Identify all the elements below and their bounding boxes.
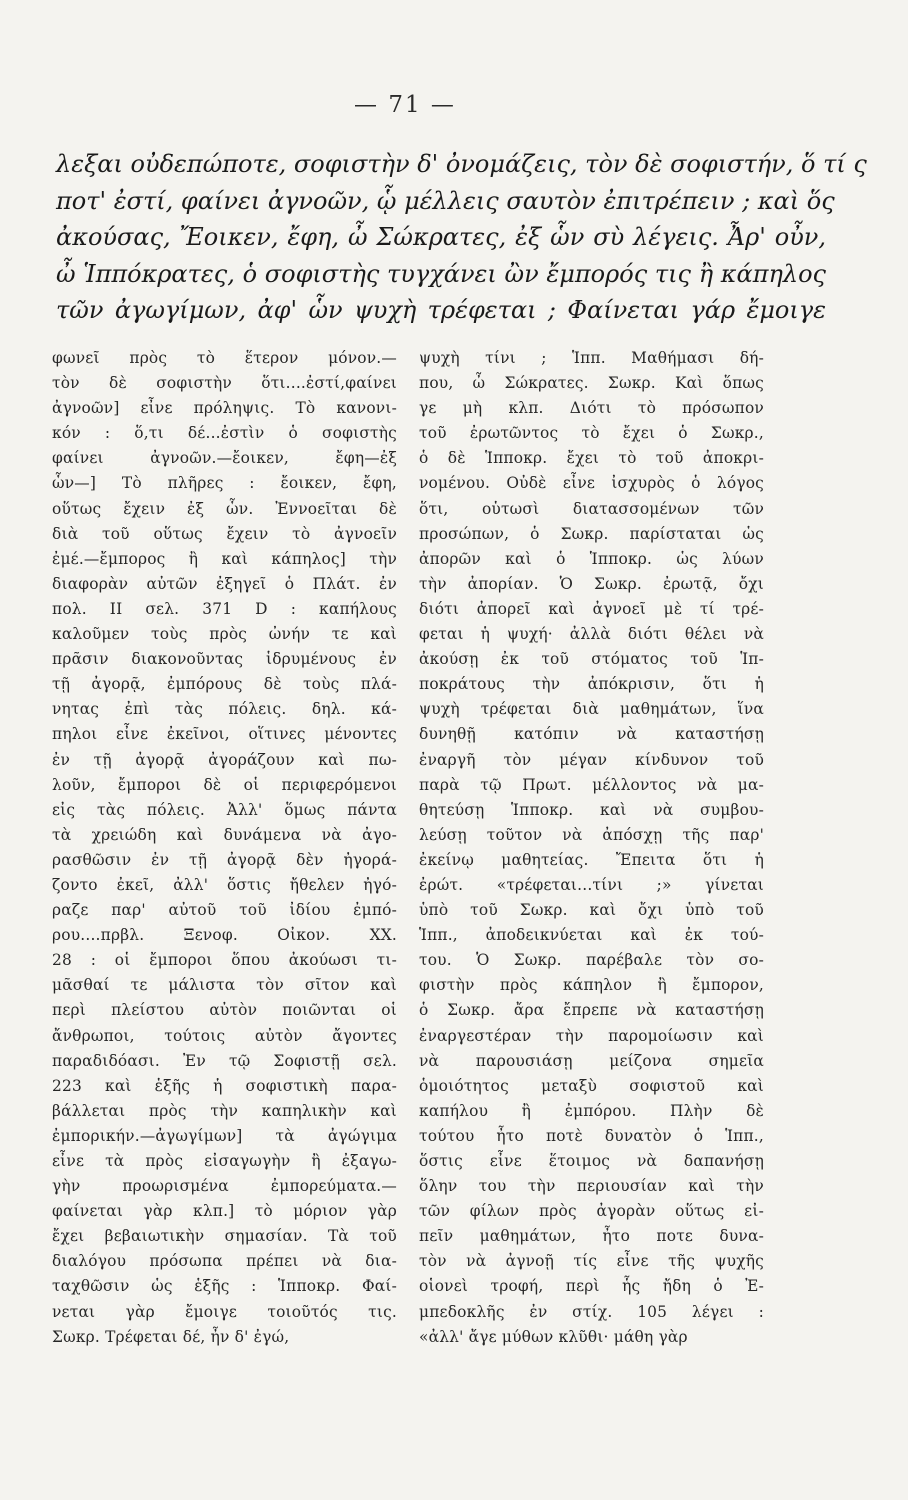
commentary-line: ἐν τῇ ἀγορᾷ ἀγοράζουν καὶ πω- xyxy=(52,750,397,769)
main-text xyxy=(56,146,867,329)
commentary-line: ἐμπορικήν.—ἀγωγίμων] τὰ ἀγώγιμα xyxy=(52,1126,397,1145)
commentary-line: μπεδοκλῆς ἐν στίχ. 105 λέγει : xyxy=(419,1302,764,1321)
commentary-line: λεύσῃ τοῦτον νὰ ἀπόσχῃ τῆς παρ' xyxy=(419,825,764,844)
commentary-line: ἐρώτ. «τρέφεται...τίνι ;» γίνεται xyxy=(419,875,764,894)
commentary-line: τὰ χρειώδη καὶ δυνάμενα νὰ ἀγο- xyxy=(52,825,397,844)
main-text-line: ποτ' ἐστί, φαίνει ἀγνοῶν, ᾧ μέλλεις σαυτὸν ἐπιτρέπειν ; καὶ ὅς xyxy=(56,186,835,215)
commentary-right-column xyxy=(419,346,764,1350)
main-text-line: ἀκούσας, Ἔοικεν, ἔφη, ὦ Σώκρατες, ἐξ ὧν σὺ λέγεις. Ἆρ' οὖν, xyxy=(56,223,826,251)
commentary-line: νομένου. Οὐδὲ εἶνε ἰσχυρὸς ὁ λόγος xyxy=(419,474,764,493)
commentary-line: δυνηθῇ κατόπιν νὰ καταστήσῃ xyxy=(419,725,764,744)
commentary-line: οὕτως ἔχειν ἐξ ὧν. Ἐννοεῖται δὲ xyxy=(52,499,397,518)
commentary-line: οἱονεὶ τροφή, περὶ ἧς ἤδη ὁ Ἐ- xyxy=(419,1277,764,1296)
commentary-line: ζοντο ἐκεῖ, ἀλλ' ὅστις ἤθελεν ἠγό- xyxy=(52,875,397,894)
commentary-line: ἐναργεστέραν τὴν παρομοίωσιν καὶ xyxy=(419,1026,764,1045)
commentary-line: διότι ἀπορεῖ καὶ ἀγνοεῖ μὲ τί τρέ- xyxy=(419,599,764,618)
commentary-line: παρὰ τῷ Πρωτ. μέλλοντος νὰ μα- xyxy=(419,775,764,794)
commentary-line: εἶνε τὰ πρὸς εἰσαγωγὴν ἢ ἐξαγω- xyxy=(52,1152,397,1170)
commentary-line: γε μὴ κλπ. Διότι τὸ πρόσωπον xyxy=(419,399,764,418)
commentary-line: φεται ἡ ψυχή· ἀλλὰ διότι θέλει νὰ xyxy=(419,625,764,644)
commentary-line: ὧν—] Τὸ πλῆρες : ἔοικεν, ἔφη, xyxy=(52,474,397,493)
commentary-line: γὴν προωρισμένα ἐμπορεύματα.— xyxy=(52,1177,397,1196)
commentary-line: νὰ παρουσιάσῃ μείζονα σημεῖα xyxy=(419,1051,764,1070)
commentary-line: ὁ δὲ Ἱπποκρ. ἔχει τὸ τοῦ ἀποκρι- xyxy=(419,449,764,468)
commentary-line: ἐναργῆ τὸν μέγαν κίνδυνον τοῦ xyxy=(419,750,764,769)
commentary-line: ἀκούσῃ ἐκ τοῦ στόματος τοῦ Ἱπ- xyxy=(419,650,764,669)
commentary-line: ψυχὴ τίνι ; Ἱππ. Μαθήμασι δή- xyxy=(419,349,764,367)
commentary-line: φαίνεται γὰρ κλπ.] τὸ μόριον γὰρ xyxy=(52,1202,397,1221)
commentary-line: του. Ὁ Σωκρ. παρέβαλε τὸν σο- xyxy=(419,951,764,970)
commentary-line: «ἀλλ' ἄγε μύθων κλῦθι· μάθη γὰρ xyxy=(419,1327,688,1346)
commentary-line: ἀγνοῶν] εἶνε πρόληψις. Τὸ κανονι- xyxy=(52,399,397,418)
commentary-line: νεται γὰρ ἔμοιγε τοιοῦτός τις. xyxy=(52,1302,397,1321)
commentary-line: ἄνθρωποι, τούτοις αὐτὸν ἄγοντες xyxy=(52,1026,397,1045)
commentary-line: τὴν ἀπορίαν. Ὁ Σωκρ. ἐρωτᾷ, ὄχι xyxy=(419,574,764,593)
commentary-line: θητεύσῃ Ἱπποκρ. καὶ νὰ συμβου- xyxy=(419,800,764,819)
commentary-line: Ἱππ., ἀποδεικνύεται καὶ ἐκ τού- xyxy=(419,926,764,945)
commentary-line: καλοῦμεν τοὺς πρὸς ὠνήν τε καὶ xyxy=(52,625,397,644)
commentary-line: τὸν νὰ ἀγνοῇ τίς εἶνε τῆς ψυχῆς xyxy=(419,1252,764,1271)
commentary-line: ποκράτους τὴν ἀπόκρισιν, ὅτι ἡ xyxy=(419,675,764,694)
page-number: — 71 — xyxy=(354,92,456,118)
commentary-line: ὅτι, οὑτωσὶ διατασσομένων τῶν xyxy=(419,499,764,518)
commentary-line: ραζε παρ' αὐτοῦ τοῦ ἰδίου ἐμπό- xyxy=(52,901,397,920)
commentary-line: νητας ἐπὶ τὰς πόλεις. δηλ. κά- xyxy=(52,700,397,719)
commentary-line: ρου....πρβλ. Ξενοφ. Οἰκον. ΧΧ. xyxy=(52,926,397,945)
commentary-line: βάλλεται πρὸς τὴν καπηλικὴν καὶ xyxy=(52,1101,397,1120)
commentary-line: πρᾶσιν διακονοῦντας ἱδρυμένους ἐν xyxy=(52,650,397,669)
commentary-line: που, ὦ Σώκρατες. Σωκρ. Καὶ ὅπως xyxy=(419,374,764,393)
commentary-line: καπήλου ἢ ἐμπόρου. Πλὴν δὲ xyxy=(419,1101,764,1120)
commentary-line: 28 : οἱ ἔμποροι ὅπου ἀκούωσι τι- xyxy=(52,951,397,970)
commentary-line: πηλοι εἶνε ἐκεῖνοι, οἵτινες μένοντες xyxy=(52,725,397,744)
commentary-line: μᾶσθαί τε μάλιστα τὸν σῖτον καὶ xyxy=(52,976,397,995)
commentary-line: πεῖν μαθημάτων, ἦτο ποτε δυνα- xyxy=(419,1227,764,1246)
commentary-line: τούτου ἦτο ποτὲ δυνατὸν ὁ Ἱππ., xyxy=(419,1126,764,1145)
commentary-line: λοῦν, ἔμποροι δὲ οἱ περιφερόμενοι xyxy=(52,775,397,794)
commentary-line: ὁ Σωκρ. ἄρα ἔπρεπε νὰ καταστήσῃ xyxy=(419,1001,764,1020)
commentary-line: κόν : ὅ,τι δέ...ἐστὶν ὁ σοφιστὴς xyxy=(52,424,397,443)
commentary-line: ἐμέ.—ἔμπορος ἢ καὶ κάπηλος] τὴν xyxy=(52,549,397,568)
commentary-left-column xyxy=(52,346,397,1350)
commentary-line: προσώπων, ὁ Σωκρ. παρίσταται ὡς xyxy=(419,524,764,543)
commentary-line: τοῦ ἐρωτῶντος τὸ ἔχει ὁ Σωκρ., xyxy=(419,424,764,443)
commentary-line: διαλόγου πρόσωπα πρέπει νὰ δια- xyxy=(52,1252,397,1271)
commentary-line: ὅλην του τὴν περιουσίαν καὶ τὴν xyxy=(419,1177,764,1196)
commentary-line: 223 καὶ ἑξῆς ἡ σοφιστικὴ παρα- xyxy=(52,1076,397,1095)
commentary-line: ψυχὴ τρέφεται διὰ μαθημάτων, ἵνα xyxy=(419,700,764,719)
commentary-line: ὁμοιότητος μεταξὺ σοφιστοῦ καὶ xyxy=(419,1076,764,1095)
commentary-line: ὅστις εἶνε ἕτοιμος νὰ δαπανήσῃ xyxy=(419,1152,764,1170)
commentary-line: τῇ ἀγορᾷ, ἐμπόρους δὲ τοὺς πλά- xyxy=(52,675,397,694)
commentary-line: διαφορὰν αὐτῶν ἐξηγεῖ ὁ Πλάτ. ἐν xyxy=(52,574,397,593)
commentary-line: ὑπὸ τοῦ Σωκρ. καὶ ὄχι ὑπὸ τοῦ xyxy=(419,901,764,920)
commentary-line: ρασθῶσιν ἐν τῇ ἀγορᾷ δὲν ἠγορά- xyxy=(52,850,397,869)
commentary-line: τὸν δὲ σοφιστὴν ὅτι....ἐστί,φαίνει xyxy=(52,374,397,393)
commentary-line: παραδιδόασι. Ἐν τῷ Σοφιστῇ σελ. xyxy=(52,1051,397,1070)
commentary-line: εἰς τὰς πόλεις. Ἀλλ' ὅμως πάντα xyxy=(52,800,397,819)
commentary-line: ἀπορῶν καὶ ὁ Ἱπποκρ. ὡς λύων xyxy=(419,549,764,568)
commentary-line: ταχθῶσιν ὡς ἑξῆς : Ἱπποκρ. Φαί- xyxy=(52,1277,397,1296)
commentary-line: πολ. ΙΙ σελ. 371 D : καπήλους xyxy=(52,599,397,618)
main-text-line: λεξαι οὐδεπώποτε, σοφιστὴν δ' ὀνομάζεις, τὸν δὲ σοφιστήν, ὅ τί ς xyxy=(56,150,867,178)
main-text-line: τῶν ἀγωγίμων, ἀφ' ὧν ψυχὴ τρέφεται ; Φαίνεται γάρ ἔμοιγε xyxy=(56,296,826,324)
commentary-line: φαίνει ἀγνοῶν.—ἔοικεν, ἔφη—ἐξ xyxy=(52,449,397,468)
commentary-line: φιστὴν πρὸς κάπηλον ἢ ἔμπορον, xyxy=(419,976,764,995)
commentary-line: τῶν φίλων πρὸς ἀγορὰν οὕτως εἰ- xyxy=(419,1202,764,1221)
commentary-line: Σωκρ. Τρέφεται δέ, ἦν δ' ἐγώ, xyxy=(52,1327,290,1346)
commentary-line: φωνεῖ πρὸς τὸ ἕτερον μόνον.— xyxy=(52,349,397,367)
main-text-line: ὦ Ἱππόκρατες, ὁ σοφιστὴς τυγχάνει ὢν ἔμπορός τις ἢ κάπηλος xyxy=(56,259,826,288)
commentary-line: διὰ τοῦ οὕτως ἔχειν τὸ ἀγνοεῖν xyxy=(52,524,397,543)
commentary-line: ἐκείνῳ μαθητείας. Ἔπειτα ὅτι ἡ xyxy=(419,850,764,869)
commentary-line: ἔχει βεβαιωτικὴν σημασίαν. Τὰ τοῦ xyxy=(52,1227,397,1246)
commentary-line: περὶ πλείστου αὐτὸν ποιῶνται οἱ xyxy=(52,1001,397,1020)
